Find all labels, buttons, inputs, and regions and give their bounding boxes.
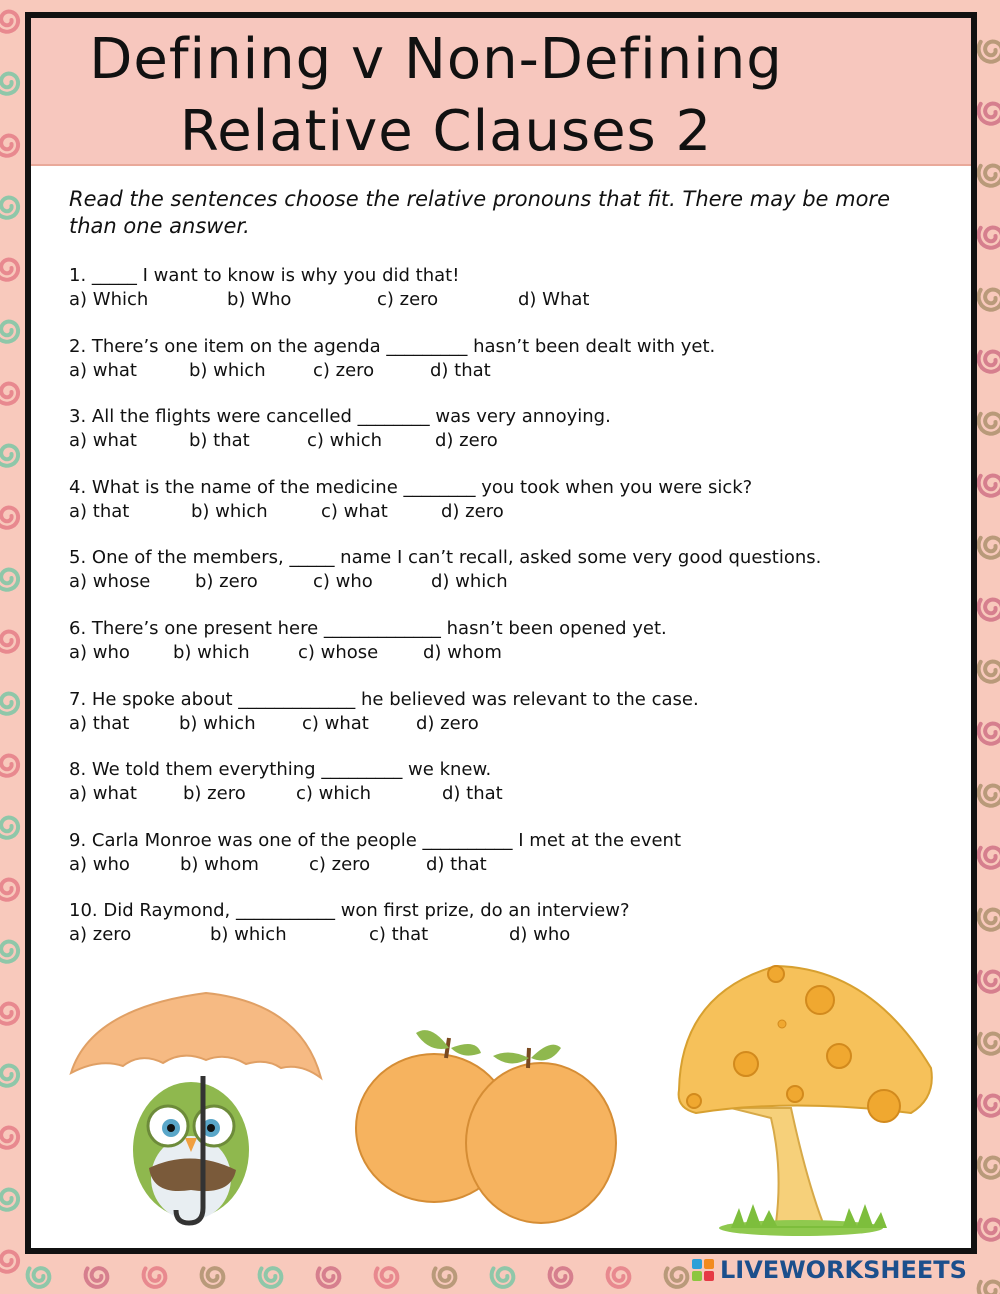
- swirl-decoration: [86, 1268, 108, 1287]
- option-a[interactable]: a) what: [69, 359, 137, 381]
- option-b[interactable]: b) which: [191, 500, 268, 522]
- swirl-decoration: [318, 1268, 340, 1287]
- worksheet: [25, 12, 977, 1254]
- answer-options: [69, 500, 949, 524]
- option-d[interactable]: d) that: [430, 359, 491, 381]
- option-c[interactable]: c) what: [302, 712, 369, 734]
- option-a[interactable]: a) whose: [69, 571, 151, 593]
- swirl-decoration: [0, 12, 18, 32]
- question-stem: 4. What is the name of the medicine ________ you took when you were sick?: [69, 476, 753, 498]
- title-line-1: Defining v Non-Defining: [89, 27, 783, 92]
- option-d[interactable]: d) who: [509, 924, 571, 946]
- option-c[interactable]: c) that: [369, 924, 429, 946]
- option-a[interactable]: a) who: [69, 641, 130, 663]
- answer-options: [69, 429, 949, 453]
- swirl-decoration: [979, 414, 1000, 434]
- option-b[interactable]: b) zero: [183, 783, 246, 805]
- question-9: [69, 829, 949, 900]
- option-c[interactable]: c) zero: [313, 359, 375, 381]
- option-d[interactable]: d) that: [442, 783, 503, 805]
- peaches-illustration: [356, 1030, 616, 1223]
- swirl-decoration: [0, 694, 18, 714]
- option-b[interactable]: b) which: [189, 359, 266, 381]
- option-a[interactable]: a) what: [69, 430, 137, 452]
- swirl-decoration: [979, 42, 1000, 62]
- swirl-decoration: [979, 228, 1000, 248]
- swirl-decoration: [979, 538, 1000, 558]
- answer-options: [69, 712, 949, 736]
- option-d[interactable]: d) that: [426, 853, 487, 875]
- question-7: [69, 688, 949, 759]
- swirl-decoration: [979, 1220, 1000, 1240]
- liveworksheets-logo: [692, 1255, 967, 1285]
- instructions: Read the sentences choose the relative pronouns that fit. There may be more than one answer.: [69, 187, 890, 238]
- swirl-decoration: [144, 1268, 166, 1287]
- option-b[interactable]: b) which: [179, 712, 256, 734]
- mushroom-illustration: [679, 966, 932, 1236]
- swirl-decoration: [0, 880, 18, 900]
- swirl-decoration: [0, 1004, 18, 1024]
- answer-options: [69, 359, 949, 383]
- swirl-decoration: [0, 632, 18, 652]
- swirl-decoration: [0, 508, 18, 528]
- question-5: [69, 546, 949, 617]
- option-d[interactable]: d) whom: [423, 641, 502, 663]
- swirl-decoration: [0, 322, 18, 342]
- option-c[interactable]: c) zero: [377, 289, 439, 310]
- answer-options: [69, 288, 949, 312]
- swirl-decoration: [0, 1066, 18, 1086]
- option-c[interactable]: c) zero: [309, 853, 371, 875]
- swirl-decoration: [608, 1268, 630, 1287]
- answer-options: [69, 641, 949, 665]
- swirl-decoration: [979, 786, 1000, 806]
- swirl-decoration: [979, 104, 1000, 124]
- option-c[interactable]: c) which: [296, 783, 372, 805]
- option-a[interactable]: a) what: [69, 783, 137, 805]
- option-b[interactable]: b) zero: [195, 571, 258, 593]
- title-banner: [31, 18, 971, 166]
- swirl-decoration: [0, 942, 18, 962]
- question-stem: 6. There’s one present here _____________ hasn’t been opened yet.: [69, 617, 667, 639]
- option-d[interactable]: d) zero: [441, 500, 504, 522]
- swirl-decoration: [979, 724, 1000, 744]
- option-b[interactable]: b) which: [210, 924, 287, 946]
- swirl-decoration: [0, 756, 18, 776]
- option-d[interactable]: d) which: [431, 571, 508, 593]
- option-b[interactable]: b) that: [189, 430, 250, 452]
- swirl-decoration: [0, 570, 18, 590]
- option-a[interactable]: a) that: [69, 712, 130, 734]
- swirl-decoration: [979, 352, 1000, 372]
- swirl-decoration: [979, 166, 1000, 186]
- question-stem: 10. Did Raymond, ___________ won first prize, do an interview?: [69, 900, 630, 922]
- swirl-decoration: [0, 1128, 18, 1148]
- swirl-decoration: [260, 1268, 282, 1287]
- swirl-decoration: [979, 972, 1000, 992]
- question-1: [69, 264, 949, 335]
- question-list: [69, 264, 949, 970]
- swirl-decoration: [979, 476, 1000, 496]
- page-title: [31, 24, 971, 168]
- swirl-decoration: [979, 1034, 1000, 1054]
- question-8: [69, 758, 949, 829]
- swirl-decoration: [0, 74, 18, 94]
- swirl-decoration: [434, 1268, 456, 1287]
- option-a[interactable]: a) Which: [69, 289, 149, 310]
- swirl-decoration: [0, 260, 18, 280]
- option-c[interactable]: c) which: [307, 430, 383, 452]
- question-10: [69, 899, 949, 970]
- logo-text: LIVEWORKSHEETS: [720, 1256, 967, 1284]
- swirl-decoration: [376, 1268, 398, 1287]
- swirl-decoration: [666, 1268, 688, 1287]
- option-a[interactable]: a) zero: [69, 924, 132, 946]
- question-stem: 9. Carla Monroe was one of the people __________ I met at the event: [69, 829, 682, 851]
- option-d[interactable]: d) zero: [435, 430, 498, 452]
- option-c[interactable]: c) what: [321, 500, 388, 522]
- question-stem: 5. One of the members, _____ name I can’t recall, asked some very good questions.: [69, 547, 822, 569]
- question-6: [69, 617, 949, 688]
- swirl-decoration: [0, 1190, 18, 1210]
- option-d[interactable]: d) What: [518, 289, 590, 310]
- swirl-decoration: [979, 910, 1000, 930]
- option-a[interactable]: a) that: [69, 500, 130, 522]
- answer-options: [69, 782, 949, 806]
- answer-options: [69, 853, 949, 877]
- title-line-2: Relative Clauses 2: [179, 99, 713, 164]
- swirl-decoration: [979, 848, 1000, 868]
- answer-options: [69, 923, 949, 947]
- swirl-decoration: [979, 662, 1000, 682]
- option-b[interactable]: b) which: [173, 641, 250, 663]
- question-3: [69, 405, 949, 476]
- logo-icon: [692, 1259, 714, 1281]
- swirl-decoration: [0, 136, 18, 156]
- option-d[interactable]: d) zero: [416, 712, 479, 734]
- swirl-decoration: [0, 1252, 18, 1272]
- swirl-decoration: [979, 290, 1000, 310]
- swirl-decoration: [979, 1282, 1000, 1294]
- question-stem: 8. We told them everything _________ we knew.: [69, 759, 492, 781]
- question-stem: 2. There’s one item on the agenda _________ hasn’t been dealt with yet.: [69, 335, 716, 357]
- swirl-decoration: [979, 1096, 1000, 1116]
- option-c[interactable]: c) whose: [298, 641, 379, 663]
- swirl-decoration: [0, 198, 18, 218]
- swirl-decoration: [0, 384, 18, 404]
- swirl-decoration: [979, 1158, 1000, 1178]
- owl-umbrella-illustration: [71, 993, 321, 1223]
- question-stem: 1. _____ I want to know is why you did that!: [69, 265, 460, 286]
- question-4: [69, 476, 949, 547]
- swirl-decoration: [28, 1268, 50, 1287]
- swirl-decoration: [550, 1268, 572, 1287]
- option-b[interactable]: b) Who: [227, 289, 292, 310]
- swirl-decoration: [492, 1268, 514, 1287]
- question-stem: 3. All the flights were cancelled ________ was very annoying.: [69, 406, 611, 428]
- option-b[interactable]: b) whom: [180, 853, 259, 875]
- swirl-decoration: [202, 1268, 224, 1287]
- swirl-decoration: [0, 446, 18, 466]
- swirl-decoration: [0, 818, 18, 838]
- option-a[interactable]: a) who: [69, 853, 130, 875]
- swirl-decoration: [979, 600, 1000, 620]
- option-c[interactable]: c) who: [313, 571, 373, 593]
- answer-options: [69, 570, 949, 594]
- question-2: [69, 335, 949, 406]
- question-stem: 7. He spoke about _____________ he believed was relevant to the case.: [69, 688, 699, 710]
